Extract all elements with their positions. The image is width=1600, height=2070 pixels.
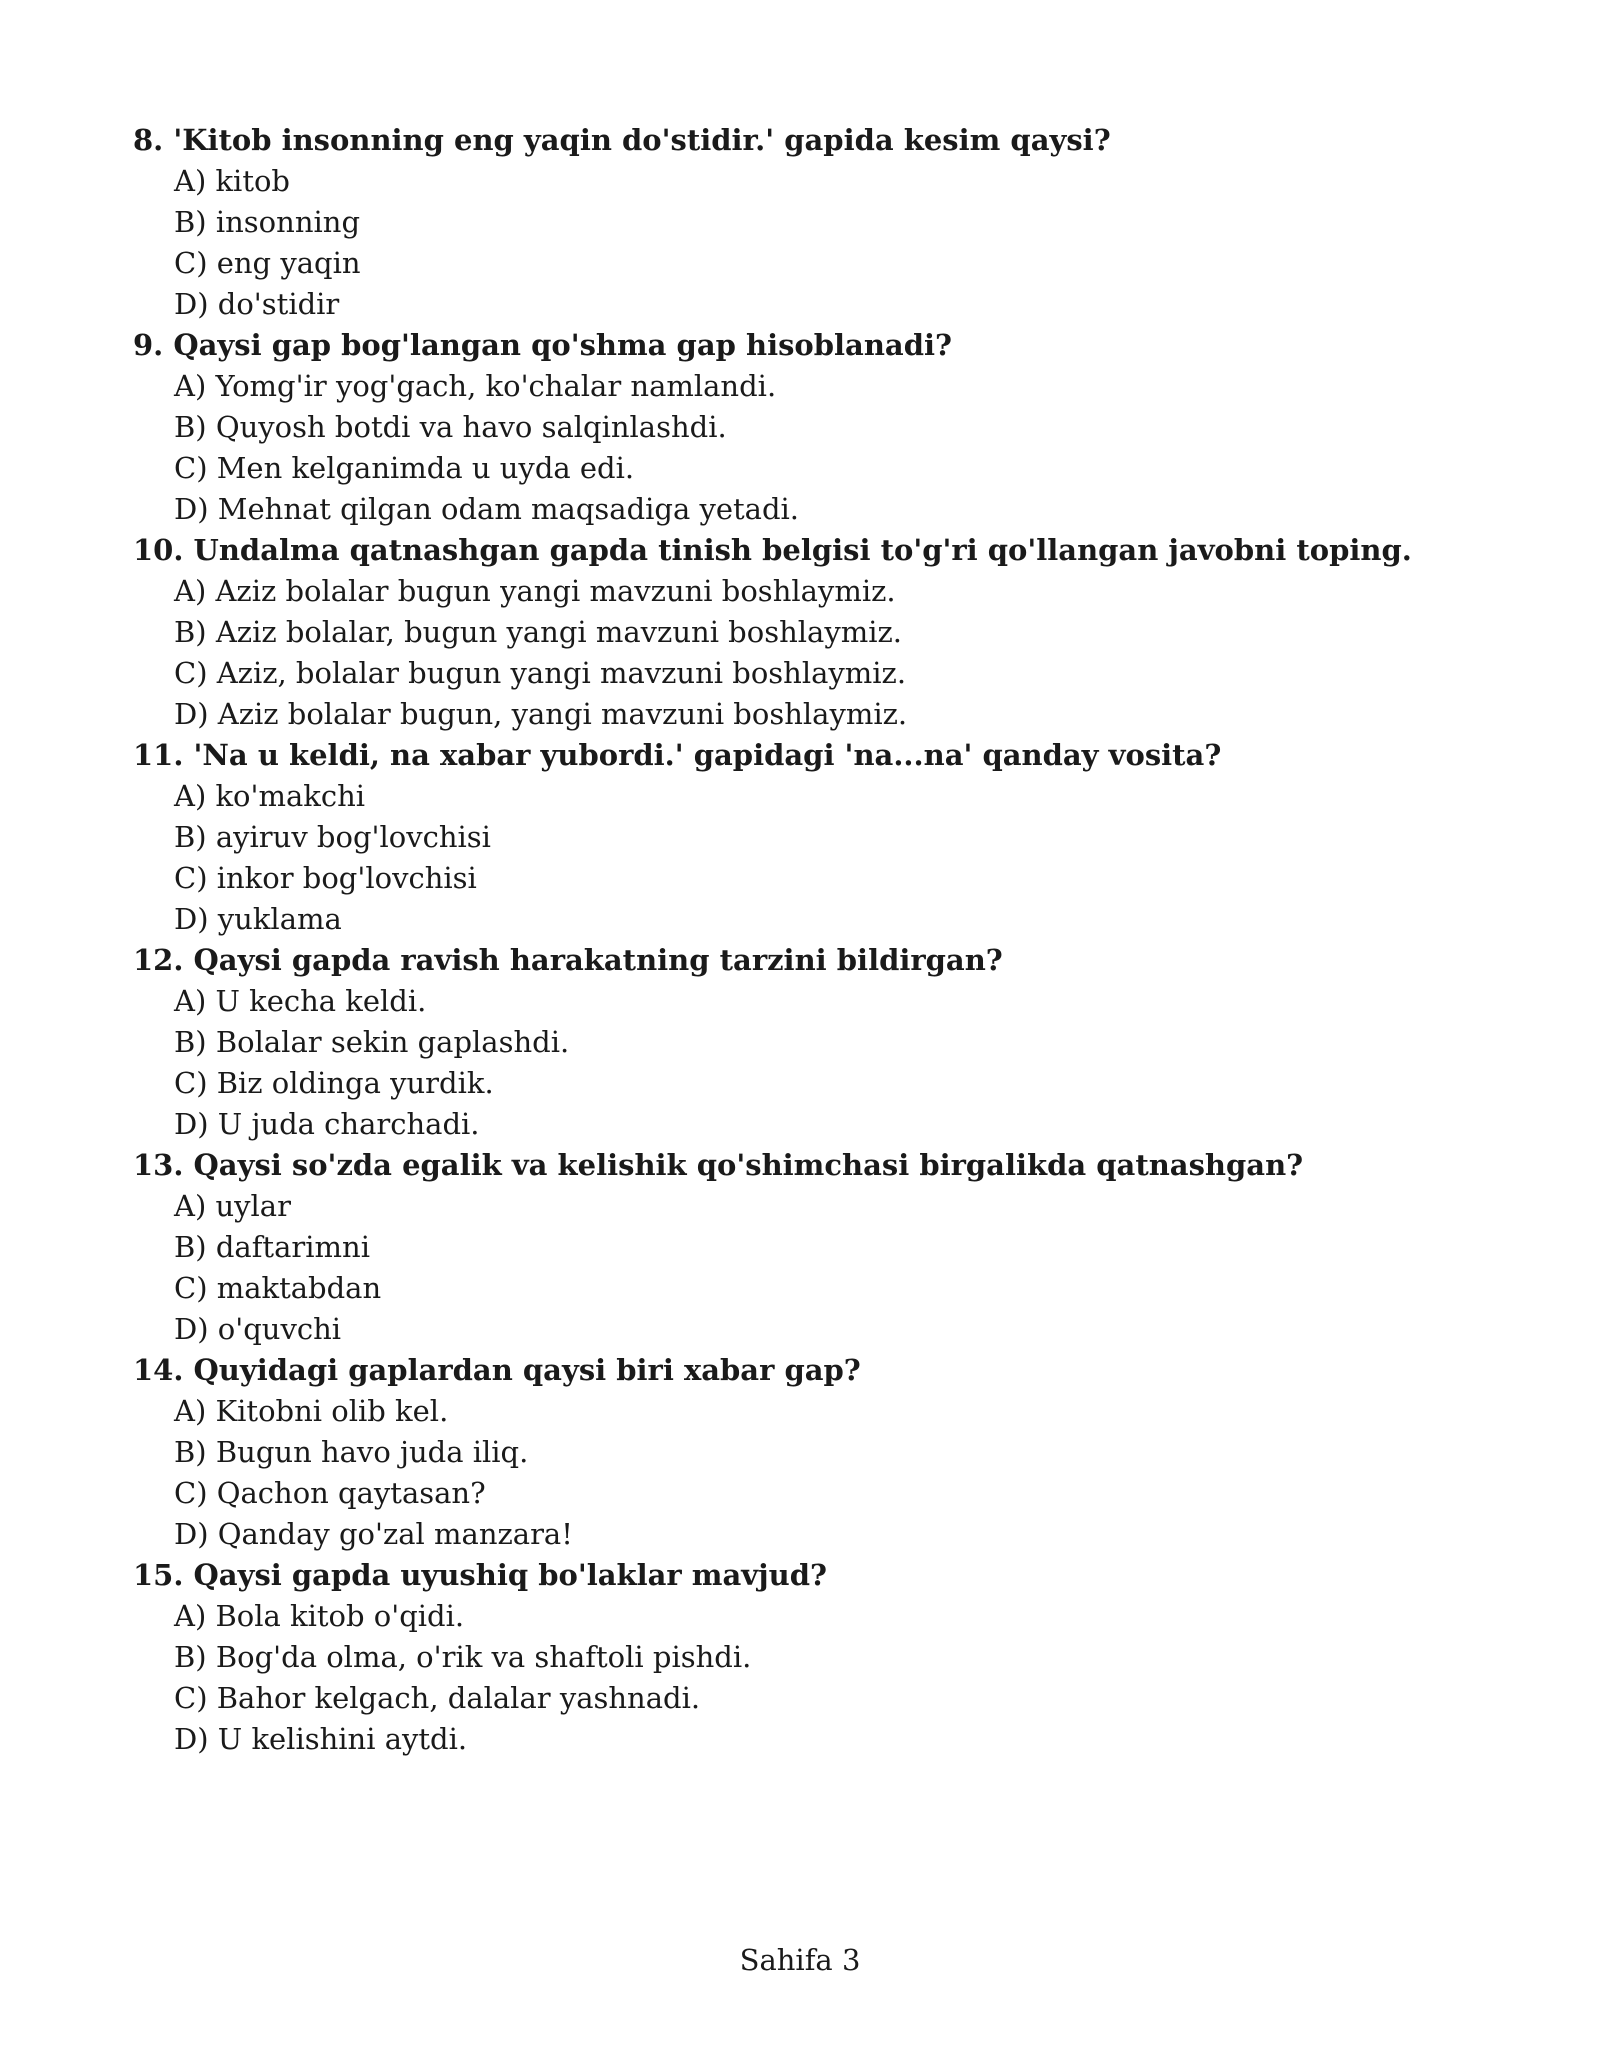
option-list	[133, 1186, 1513, 1350]
option-d: D) U juda charchadi.	[174, 1107, 480, 1141]
option-list	[133, 1391, 1513, 1555]
option-d: D) yuklama	[174, 902, 342, 936]
option-c: C) Aziz, bolalar bugun yangi mavzuni boshlaymiz.	[174, 656, 907, 690]
question-text: 14. Quyidagi gaplardan qaysi biri xabar gap?	[133, 1353, 861, 1387]
option-list	[133, 1596, 1513, 1760]
option-b: B) Bog'da olma, o'rik va shaftoli pishdi.	[174, 1640, 752, 1674]
option-d: D) Mehnat qilgan odam maqsadiga yetadi.	[174, 492, 800, 526]
option-b: B) Aziz bolalar, bugun yangi mavzuni boshlaymiz.	[174, 615, 902, 649]
question-text: 10. Undalma qatnashgan gapda tinish belgisi to'g'ri qo'llangan javobni toping.	[133, 533, 1412, 567]
option-d: D) do'stidir	[174, 287, 340, 321]
question-text: 8. 'Kitob insonning eng yaqin do'stidir.' gapida kesim qaysi?	[133, 123, 1111, 157]
option-d: D) o'quvchi	[174, 1312, 342, 1346]
question-text: 13. Qaysi so'zda egalik va kelishik qo'shimchasi birgalikda qatnashgan?	[133, 1148, 1304, 1182]
question-11	[133, 735, 1513, 940]
question-14	[133, 1350, 1513, 1555]
option-list	[133, 981, 1513, 1145]
question-text: 11. 'Na u keldi, na xabar yubordi.' gapidagi 'na...na' qanday vosita?	[133, 738, 1222, 772]
question-10	[133, 530, 1513, 735]
option-list	[133, 366, 1513, 530]
question-list	[133, 120, 1513, 1760]
question-12	[133, 940, 1513, 1145]
option-a: A) Aziz bolalar bugun yangi mavzuni boshlaymiz.	[174, 574, 896, 608]
option-c: C) eng yaqin	[174, 246, 361, 280]
page-number: Sahifa 3	[739, 1943, 861, 1977]
option-c: C) Men kelganimda u uyda edi.	[174, 451, 635, 485]
option-c: C) Qachon qaytasan?	[174, 1476, 486, 1510]
question-text: 9. Qaysi gap bog'langan qo'shma gap hisoblanadi?	[133, 328, 953, 362]
option-a: A) uylar	[174, 1189, 291, 1223]
option-b: B) daftarimni	[174, 1230, 370, 1264]
option-list	[133, 161, 1513, 325]
option-a: A) ko'makchi	[174, 779, 366, 813]
option-a: A) Kitobni olib kel.	[174, 1394, 449, 1428]
option-b: B) ayiruv bog'lovchisi	[174, 820, 491, 854]
question-15	[133, 1555, 1513, 1760]
option-a: A) Yomg'ir yog'gach, ko'chalar namlandi.	[174, 369, 777, 403]
option-c: C) Biz oldinga yurdik.	[174, 1066, 494, 1100]
option-b: B) Bugun havo juda iliq.	[174, 1435, 529, 1469]
option-d: D) Aziz bolalar bugun, yangi mavzuni boshlaymiz.	[174, 697, 908, 731]
option-b: B) Quyosh botdi va havo salqinlashdi.	[174, 410, 727, 444]
question-8	[133, 120, 1513, 325]
option-b: B) Bolalar sekin gaplashdi.	[174, 1025, 570, 1059]
option-list	[133, 571, 1513, 735]
option-b: B) insonning	[174, 205, 361, 239]
question-text: 15. Qaysi gapda uyushiq bo'laklar mavjud?	[133, 1558, 827, 1592]
option-d: D) Qanday go'zal manzara!	[174, 1517, 573, 1551]
question-text: 12. Qaysi gapda ravish harakatning tarzini bildirgan?	[133, 943, 1003, 977]
question-9	[133, 325, 1513, 530]
option-c: C) maktabdan	[174, 1271, 382, 1305]
option-c: C) inkor bog'lovchisi	[174, 861, 477, 895]
question-13	[133, 1145, 1513, 1350]
option-c: C) Bahor kelgach, dalalar yashnadi.	[174, 1681, 701, 1715]
option-a: A) U kecha keldi.	[174, 984, 427, 1018]
option-a: A) kitob	[174, 164, 290, 198]
option-d: D) U kelishini aytdi.	[174, 1722, 468, 1756]
option-list	[133, 776, 1513, 940]
option-a: A) Bola kitob o'qidi.	[174, 1599, 465, 1633]
